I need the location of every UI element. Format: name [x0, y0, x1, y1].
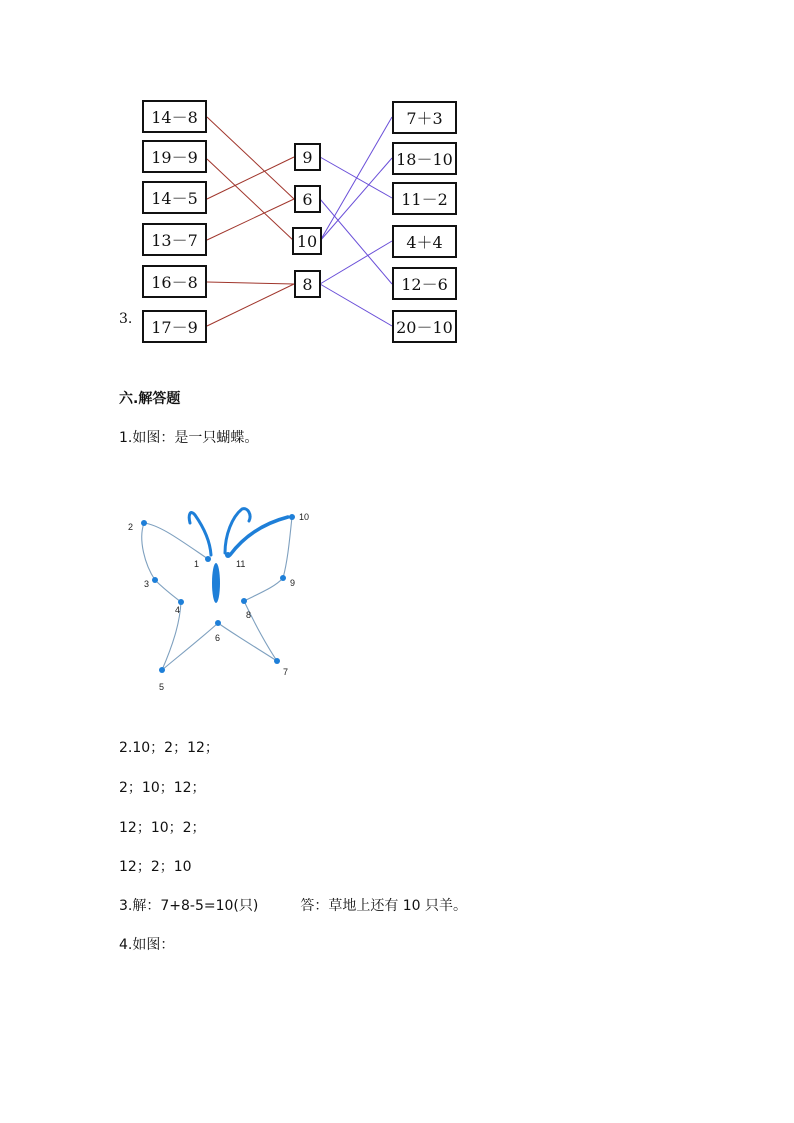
butterfly-drawing: [110, 495, 330, 700]
match-line: [320, 284, 392, 326]
right-box: 7＋3: [392, 101, 457, 134]
butterfly-body: [212, 563, 220, 603]
answer-2-line-2: 2；10；12；: [119, 780, 206, 796]
butterfly-outline: [244, 578, 283, 601]
butterfly-outline: [155, 580, 181, 602]
right-box: 20－10: [392, 310, 457, 343]
dot-label: 9: [290, 578, 296, 588]
match-line: [207, 199, 294, 240]
match-line: [207, 284, 294, 326]
right-box: 12－6: [392, 267, 457, 300]
match-line: [320, 157, 392, 198]
question-1: 1.如图：是一只蝴蝶。: [119, 430, 259, 446]
dot-label: 8: [246, 610, 252, 620]
dot-label: 5: [159, 682, 165, 692]
dot-7: [274, 658, 280, 664]
dot-label: 11: [236, 559, 246, 569]
dot-label: 7: [283, 667, 289, 677]
middle-box: 6: [294, 185, 321, 213]
right-box: 11－2: [392, 182, 457, 215]
butterfly-outline: [162, 623, 221, 670]
middle-box: 9: [294, 143, 321, 171]
dot-label: 10: [299, 512, 310, 522]
match-line: [207, 282, 294, 284]
dot-8: [241, 598, 247, 604]
dot-label: 2: [128, 522, 134, 532]
dot-3: [152, 577, 158, 583]
match-line: [320, 117, 392, 241]
dot-label: 3: [144, 579, 150, 589]
left-box: 17－9: [142, 310, 207, 343]
dot-9: [280, 575, 286, 581]
right-box: 18－10: [392, 142, 457, 175]
match-line: [207, 157, 294, 199]
match-line: [320, 158, 392, 241]
dot-11: [225, 552, 231, 558]
dot-6: [215, 620, 221, 626]
question-number-3: 3.: [119, 311, 133, 327]
answer-2-line-1: 2.10；2；12；: [119, 740, 219, 756]
right-box: 4＋4: [392, 225, 457, 258]
dot-1: [205, 556, 211, 562]
dot-10: [289, 514, 295, 520]
left-box: 13－7: [142, 223, 207, 256]
dot-5: [159, 667, 165, 673]
butterfly-outline: [142, 523, 208, 580]
answer-2-line-4: 12；2；10: [119, 859, 192, 875]
dot-label: 4: [175, 605, 181, 615]
dot-label: 6: [215, 633, 221, 643]
middle-box: 8: [294, 270, 321, 298]
butterfly-outline: [283, 517, 292, 578]
match-line: [207, 117, 294, 199]
dot-2: [141, 520, 147, 526]
left-box: 19－9: [142, 140, 207, 173]
match-line: [207, 159, 294, 241]
butterfly-antenna: [230, 517, 288, 555]
answer-4: 4.如图：: [119, 937, 175, 953]
match-line: [320, 241, 392, 284]
left-box: 14－8: [142, 100, 207, 133]
answer-3: 3.解：7+8-5=10(只) 答：草地上还有 10 只羊。: [119, 898, 468, 914]
match-line: [320, 199, 392, 284]
butterfly-outline: [218, 623, 277, 661]
section-title: 六.解答题: [119, 391, 181, 407]
left-box: 14－5: [142, 181, 207, 214]
dot-label: 1: [194, 559, 200, 569]
middle-box: 10: [292, 227, 322, 255]
answer-2-line-3: 12；10；2；: [119, 820, 206, 836]
left-box: 16－8: [142, 265, 207, 298]
